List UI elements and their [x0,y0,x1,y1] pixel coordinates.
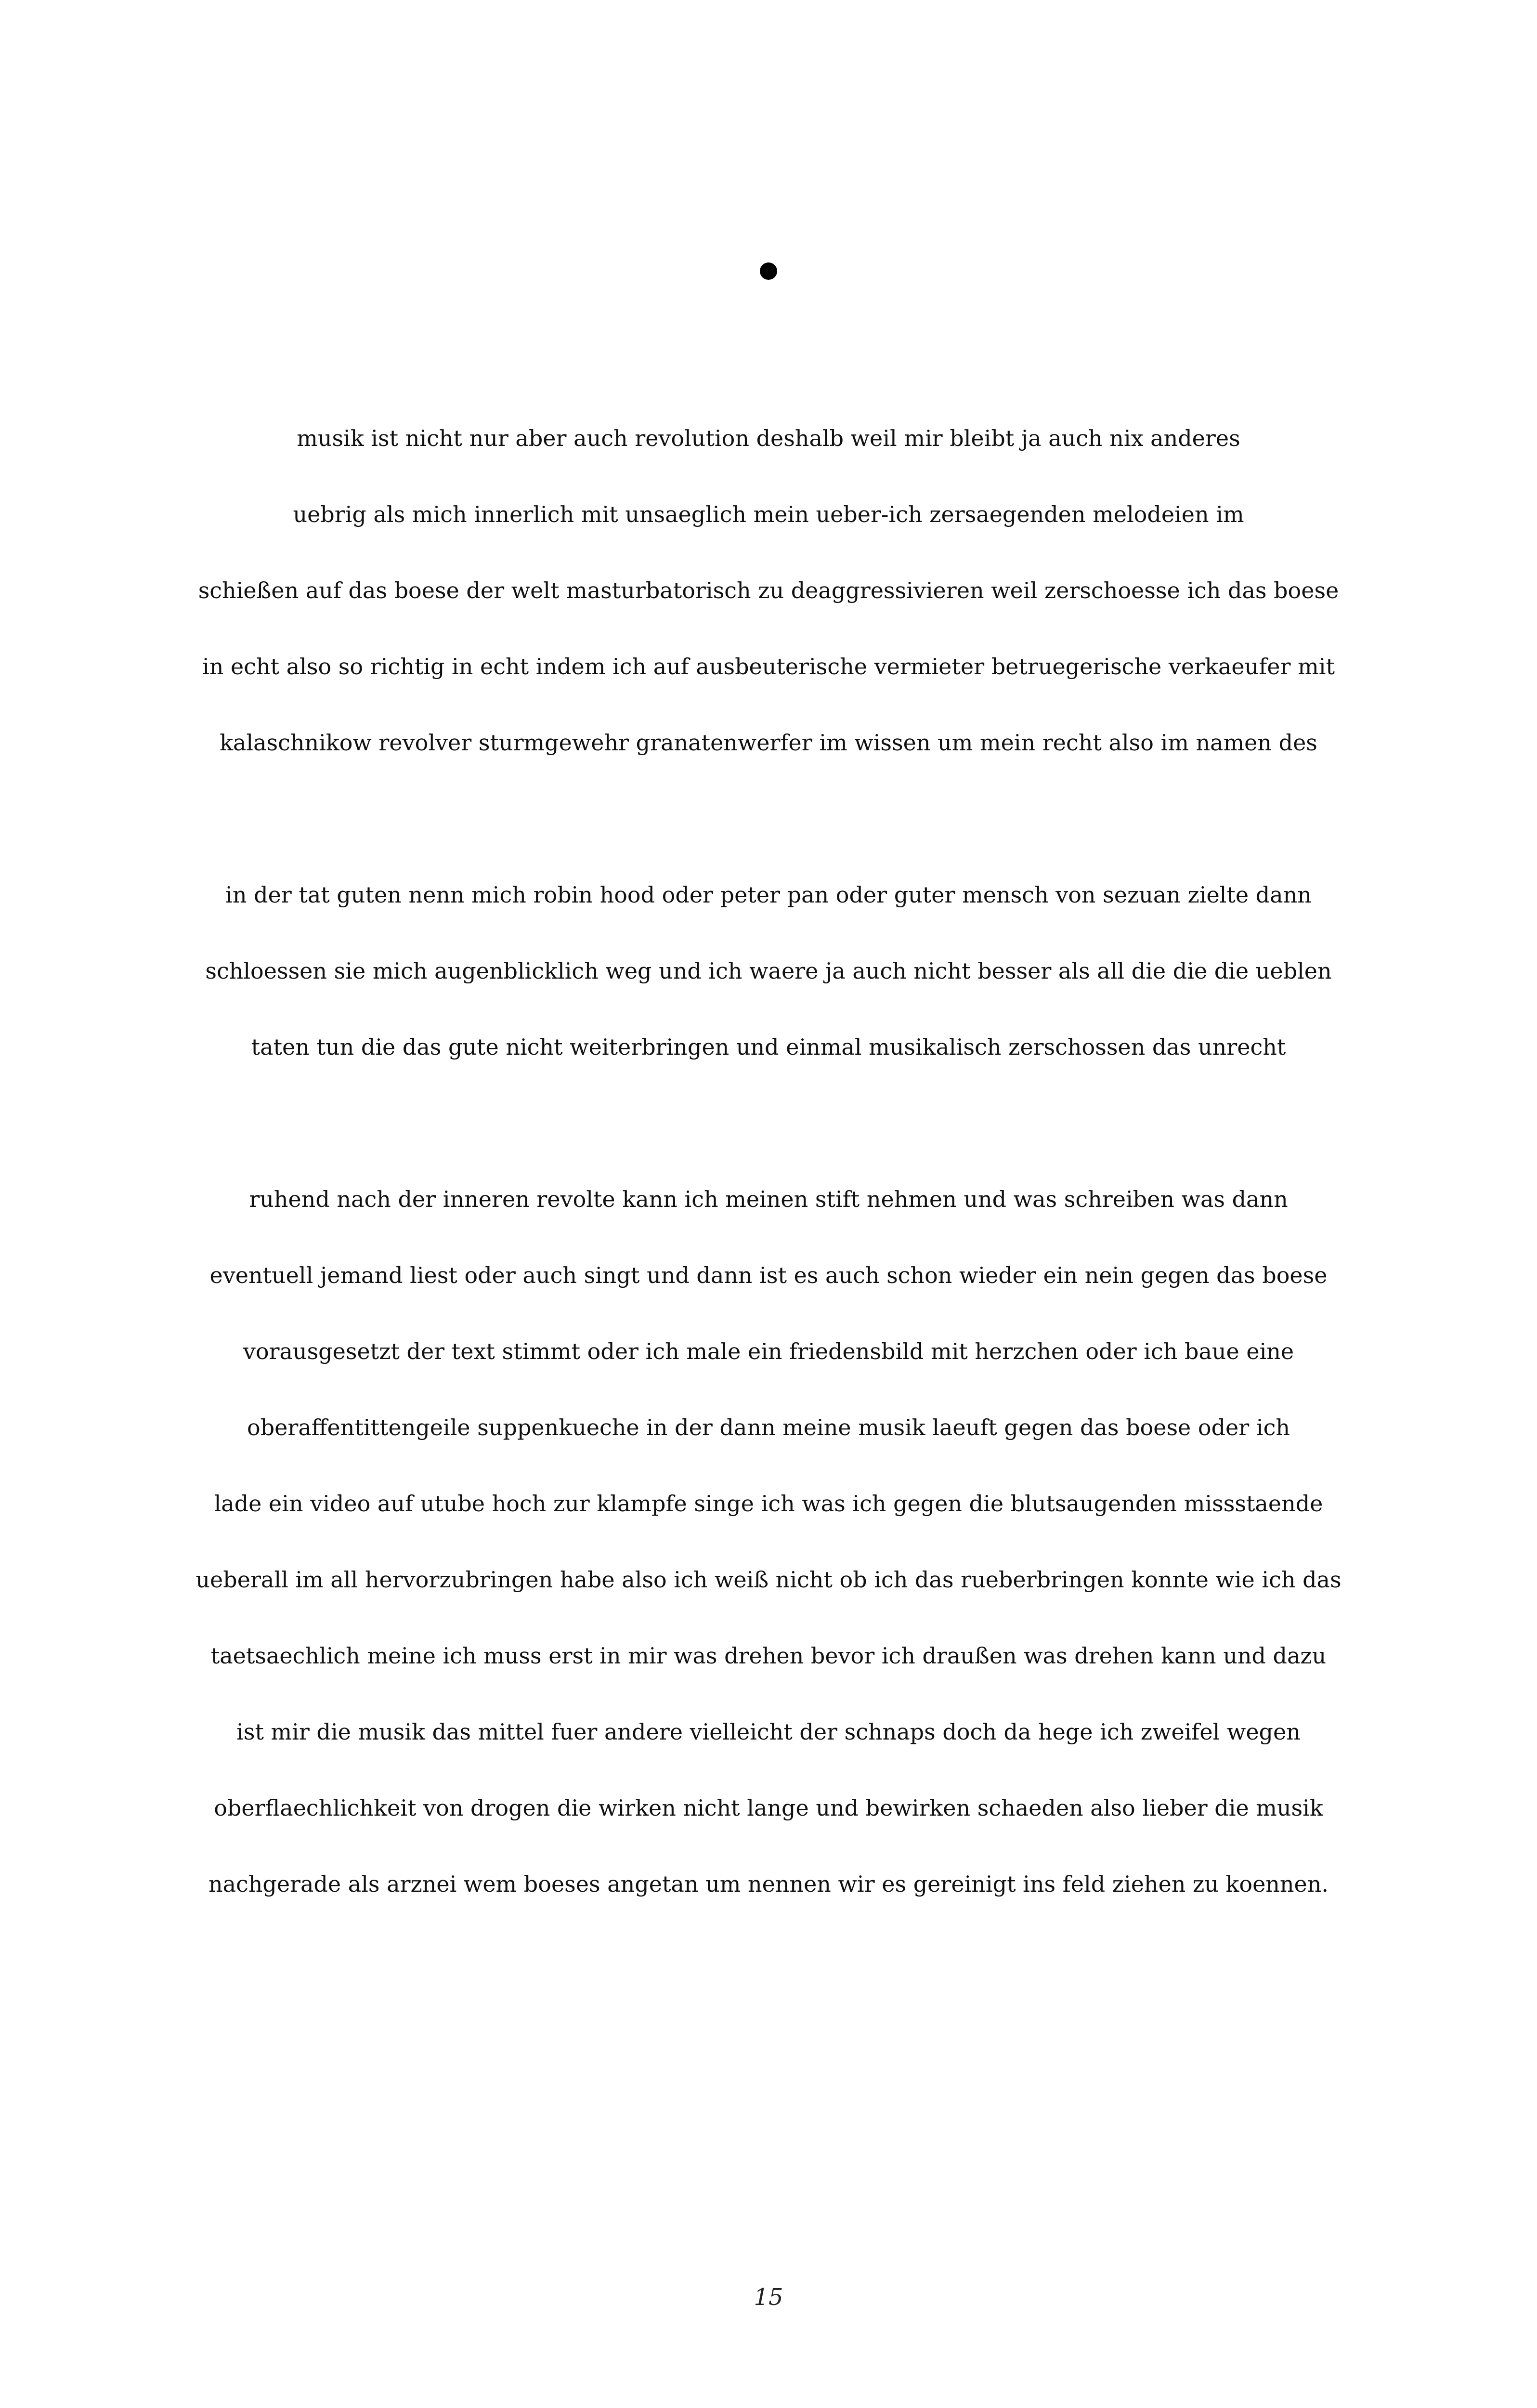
poem-line: oberflaechlichkeit von drogen die wirken nicht lange und bewirken schaeden also lieber die musik [214,1795,1323,1821]
poem-line: eventuell jemand liest oder auch singt und dann ist es auch schon wieder ein nein gegen das boese [209,1262,1328,1288]
poem-line: in echt also so richtig in echt indem ich auf ausbeuterische vermieter betruegerische verkaeufer mit [202,654,1335,680]
poem-line: ruhend nach der inneren revolte kann ich meinen stift nehmen und was schreiben was dann [249,1186,1288,1212]
poem-line: in der tat guten nenn mich robin hood oder peter pan oder guter mensch von sezuan zielte dann [225,882,1312,908]
poem-line: ist mir die musik das mittel fuer andere vielleicht der schnaps doch da hege ich zweifel wegen [236,1719,1301,1745]
poem-line: uebrig als mich innerlich mit unsaeglich mein ueber-ich zersaegenden melodeien im [293,501,1244,527]
poem-line: vorausgesetzt der text stimmt oder ich male ein friedensbild mit herzchen oder ich baue eine [243,1338,1294,1364]
poem-line: schießen auf das boese der welt masturbatorisch zu deaggressivieren weil zerschoesse ich das boese [198,577,1339,603]
poem-line: nachgerade als arznei wem boeses angetan um nennen wir es gereinigt ins feld ziehen zu koennen. [208,1871,1329,1897]
poem-line: oberaffentittengeile suppenkueche in der dann meine musik laeuft gegen das boese oder ich [247,1414,1290,1440]
poem-line: taetsaechlich meine ich muss erst in mir was drehen bevor ich draußen was drehen kann und dazu [210,1643,1327,1669]
poem-line: musik ist nicht nur aber auch revolution deshalb weil mir bleibt ja auch nix anderes [297,425,1240,451]
page-number: 15 [754,2284,783,2311]
poem-line: taten tun die das gute nicht weiterbringen und einmal musikalisch zerschossen das unrecht [251,1034,1286,1060]
poem-line: ueberall im all hervorzubringen habe also ich weiß nicht ob ich das rueberbringen konnte wie ich das [195,1567,1342,1593]
poem-line: schloessen sie mich augenblicklich weg und ich waere ja auch nicht besser als all die die die ueblen [205,958,1332,984]
poem-line: lade ein video auf utube hoch zur klampfe singe ich was ich gegen die blutsaugenden missstaende [214,1491,1323,1517]
poem-line: kalaschnikow revolver sturmgewehr granatenwerfer im wissen um mein recht also im namen des [220,730,1317,756]
